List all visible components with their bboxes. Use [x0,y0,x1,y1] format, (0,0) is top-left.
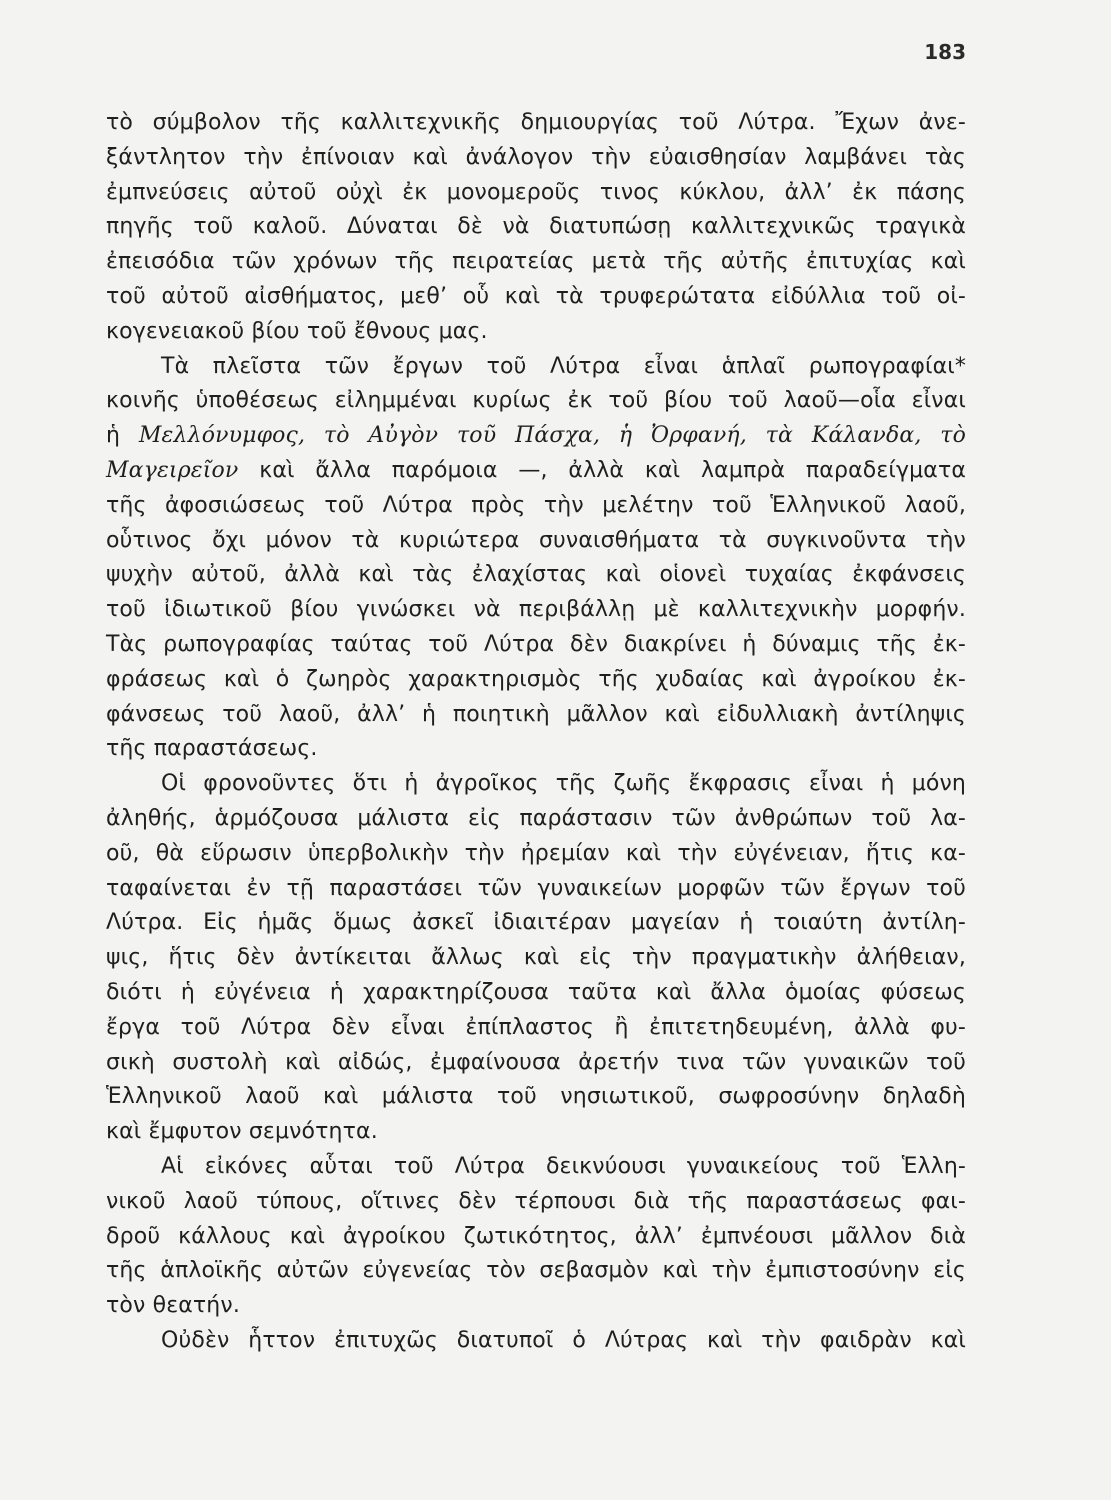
text-line: φράσεως καὶ ὁ ζωηρὸς χαρακτηρισμὸς τῆς χυδαίας καὶ ἀγροίκου ἐκ- [106,666,966,692]
text-line: δροῦ κάλλους καὶ ἀγροίκου ζωτικότητος, ἀλλ’ ἐμπνέουσι μᾶλλον διὰ [106,1223,966,1249]
text-line: Οἱ φρονοῦντες ὅτι ἡ ἀγροῖκος τῆς ζωῆς ἔκφρασις εἶναι ἡ μόνη [161,771,966,797]
text-line: κογενειακοῦ βίου τοῦ ἔθνους μας. [106,318,488,344]
text-line: πηγῆς τοῦ καλοῦ. Δύναται δὲ νὰ διατυπώσῃ καλλιτεχνικῶς τραγικὰ [106,214,966,240]
text-line: ταφαίνεται ἐν τῇ παραστάσει τῶν γυναικείων μορφῶν τῶν ἔργων τοῦ [106,875,966,901]
text-segment: ἡ [106,423,139,449]
text-line: κοινῆς ὑποθέσεως εἰλημμέναι κυρίως ἐκ τοῦ βίου τοῦ λαοῦ—οἷα εἶναι [106,388,966,414]
text-line: τοῦ ἰδιωτικοῦ βίου γινώσκει νὰ περιβάλλῃ μὲ καλλιτεχνικὴν μορφήν. [106,597,966,623]
text-line: τοῦ αὐτοῦ αἰσθήματος, μεθ’ οὗ καὶ τὰ τρυφερώτατα εἰδύλλια τοῦ οἰ- [106,283,966,309]
text-line-with-titles [106,419,966,454]
text-line: σικὴ συστολὴ καὶ αἰδώς, ἐμφαίνουσα ἀρετήν τινα τῶν γυναικῶν τοῦ [106,1049,966,1075]
text-line: ψυχὴν αὐτοῦ, ἀλλὰ καὶ τὰς ἐλαχίστας καὶ οἱονεὶ τυχαίας ἐκφάνσεις [106,562,966,588]
text-line: ἀληθής, ἁρμόζουσα μάλιστα εἰς παράστασιν τῶν ἀνθρώπων τοῦ λα- [106,805,966,831]
text-line: τὸ σύμβολον τῆς καλλιτεχνικῆς δημιουργίας τοῦ Λύτρα. Ἔχων ἀνε- [106,110,966,135]
text-line: Λύτρα. Εἰς ἡμᾶς ὅμως ἀσκεῖ ἰδιαιτέραν μαγείαν ἡ τοιαύτη ἀντίλη- [106,910,966,936]
artwork-titles: Μελλόνυμφος, τὸ Αὐγὸν τοῦ Πάσχα, ἡ Ὀρφανή, τὰ Κάλανδα, τὸ [138,423,966,449]
text-line: φάνσεως τοῦ λαοῦ, ἀλλ’ ἡ ποιητικὴ μᾶλλον καὶ εἰδυλλιακὴ ἀντίληψις [106,701,966,727]
body-text [106,106,966,1359]
artwork-title: Μαγειρεῖον [106,457,239,483]
text-line: Ἑλληνικοῦ λαοῦ καὶ μάλιστα τοῦ νησιωτικοῦ, σωφροσύνην δηλαδὴ [106,1084,966,1110]
text-line: τῆς παραστάσεως. [106,736,318,762]
text-line: καὶ ἔμφυτον σεμνότητα. [106,1119,378,1145]
text-line-with-titles [106,454,966,489]
text-line: οῦ, θὰ εὕρωσιν ὑπερβολικὴν τὴν ἠρεμίαν καὶ τὴν εὐγένειαν, ἥτις κα- [106,840,966,866]
text-line: Αἱ εἰκόνες αὗται τοῦ Λύτρα δεικνύουσι γυναικείους τοῦ Ἑλλη- [161,1153,966,1179]
text-line: Τὰς ρωπογραφίας ταύτας τοῦ Λύτρα δὲν διακρίνει ἡ δύναμις τῆς ἐκ- [106,631,966,657]
page-number: 183 [924,40,966,64]
text-line: Οὐδὲν ἧττον ἐπιτυχῶς διατυποῖ ὁ Λύτρας καὶ τὴν φαιδρὰν καὶ [161,1327,966,1353]
text-line: Τὰ πλεῖστα τῶν ἔργων τοῦ Λύτρα εἶναι ἁπλαῖ ρωπογραφίαι* [161,353,966,379]
text-line: ψις, ἥτις δὲν ἀντίκειται ἄλλως καὶ εἰς τὴν πραγματικὴν ἀλήθειαν, [106,945,966,971]
text-segment: καὶ ἄλλα παρόμοια —, ἀλλὰ καὶ λαμπρὰ παραδείγματα [238,457,966,483]
text-line: ἐμπνεύσεις αὐτοῦ οὐχὶ ἐκ μονομεροῦς τινος κύκλου, ἀλλ’ ἐκ πάσης [106,179,966,205]
text-line: ξάντλητον τὴν ἐπίνοιαν καὶ ἀνάλογον τὴν εὐαισθησίαν λαμβάνει τὰς [106,144,966,170]
text-line: τὸν θεατήν. [106,1293,240,1319]
text-line: οὗτινος ὄχι μόνον τὰ κυριώτερα συναισθήματα τὰ συγκινοῦντα τὴν [106,527,966,553]
text-line: ἔργα τοῦ Λύτρα δὲν εἶναι ἐπίπλαστος ἢ ἐπιτετηδευμένη, ἀλλὰ φυ- [106,1014,966,1040]
text-line: διότι ἡ εὐγένεια ἡ χαρακτηρίζουσα ταῦτα καὶ ἄλλα ὁμοίας φύσεως [106,979,966,1005]
text-line: τῆς ἀφοσιώσεως τοῦ Λύτρα πρὸς τὴν μελέτην τοῦ Ἑλληνικοῦ λαοῦ, [106,492,966,518]
text-line: τῆς ἁπλοϊκῆς αὐτῶν εὐγενείας τὸν σεβασμὸν καὶ τὴν ἐμπιστοσύνην εἰς [106,1258,966,1284]
text-line: νικοῦ λαοῦ τύπους, οἵτινες δὲν τέρπουσι διὰ τῆς παραστάσεως φαι- [106,1188,966,1214]
text-line: ἐπεισόδια τῶν χρόνων τῆς πειρατείας μετὰ τῆς αὐτῆς ἐπιτυχίας καὶ [106,249,966,275]
